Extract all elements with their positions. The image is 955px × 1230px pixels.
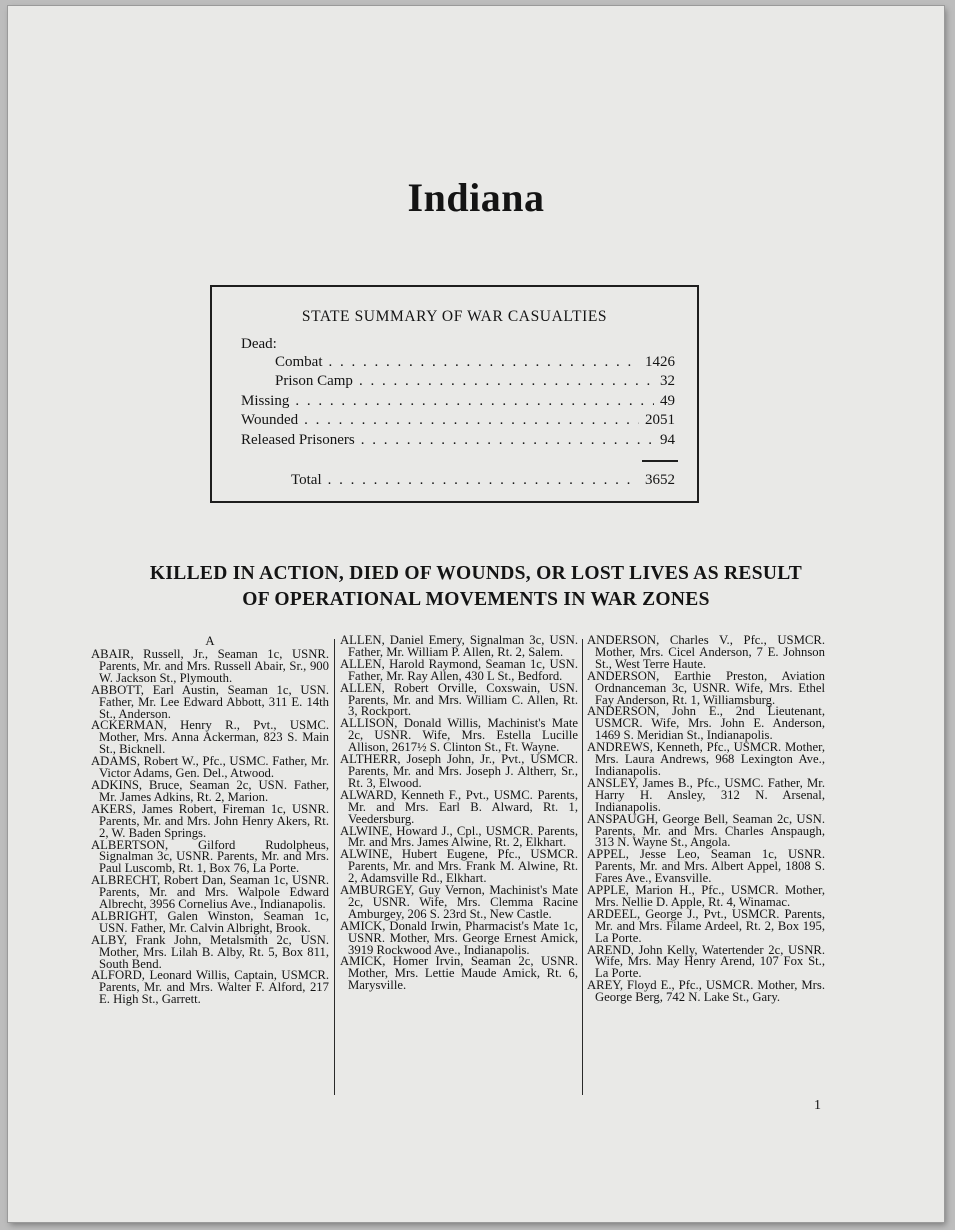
leader-dots xyxy=(295,392,654,411)
list-item: ADAMS, Robert W., Pfc., USMC. Father, Mr. Victor Adams, Gen. Del., Atwood. xyxy=(91,754,329,781)
list-item: ADKINS, Bruce, Seaman 2c, USN. Father, Mr. James Adkins, Rt. 2, Marion. xyxy=(91,777,329,804)
list-item: ALBY, Frank John, Metalsmith 2c, USN. Mother, Mrs. Lilah B. Alby, Rt. 5, Box 811, South Bend. xyxy=(91,932,329,971)
summary-row-wounded xyxy=(241,411,675,430)
summary-row-prison-camp xyxy=(275,372,675,391)
list-item: ALWINE, Howard J., Cpl., USMCR. Parents, Mr. and Mrs. James Alwine, Rt. 2, Elkhart. xyxy=(340,823,578,850)
list-item: ANSLEY, James B., Pfc., USMC. Father, Mr. Harry H. Ansley, 312 N. Arsenal, Indianapolis. xyxy=(587,775,825,814)
section-heading-line-1: KILLED IN ACTION, DIED OF WOUNDS, OR LOST LIVES AS RESULT xyxy=(149,563,803,584)
leader-dots xyxy=(359,372,654,391)
list-item: ALWINE, Hubert Eugene, Pfc., USMCR. Parents, Mr. and Mrs. Frank M. Alwine, Rt. 2, Adamsville Rd., Elkhart. xyxy=(340,847,578,886)
list-item: ALTHERR, Joseph John, Jr., Pvt., USMCR. Parents, Mr. and Mrs. Joseph J. Altherr, Sr., Rt. 3, Elwood. xyxy=(340,752,578,790)
column-divider xyxy=(582,639,583,1095)
list-item: ALLEN, Daniel Emery, Signalman 3c, USN. Father, Mr. William P. Allen, Rt. 2, Salem. xyxy=(340,633,578,659)
list-item: ALFORD, Leonard Willis, Captain, USMCR. Parents, Mr. and Mrs. Walter F. Alford, 217 E. High St., Garrett. xyxy=(91,968,329,1007)
column-divider xyxy=(334,639,335,1095)
summary-total-value: 3652 xyxy=(645,472,675,488)
list-item: ANSPAUGH, George Bell, Seaman 2c, USN. Parents, Mr. and Mrs. Charles Anspaugh, 313 N. Wayne St., Angola. xyxy=(587,811,825,850)
summary-value: 2051 xyxy=(645,412,675,428)
list-item: APPLE, Marion H., Pfc., USMCR. Mother, Mrs. Nellie D. Apple, Rt. 4, Winamac. xyxy=(587,883,825,909)
list-item: ANDERSON, Charles V., Pfc., USMCR. Mother, Mrs. Cicel Anderson, 7 E. Johnson St., West Terre Haute. xyxy=(587,633,825,671)
summary-label: Released Prisoners xyxy=(241,432,355,448)
list-item: ABAIR, Russell, Jr., Seaman 1c, USNR. Parents, Mr. and Mrs. Russell Abair, Sr., 900 W. Jackson St., Plymouth. xyxy=(91,647,329,685)
summary-heading: STATE SUMMARY OF WAR CASUALTIES xyxy=(301,308,608,325)
summary-row-combat xyxy=(275,353,675,372)
summary-value: 94 xyxy=(660,432,675,448)
list-item: ALBRIGHT, Galen Winston, Seaman 1c, USN. Father, Mr. Calvin Albright, Brook. xyxy=(91,908,329,935)
summary-label: Wounded xyxy=(241,412,299,428)
leader-dots xyxy=(328,471,639,490)
list-item: ACKERMAN, Henry R., Pvt., USMC. Mother, Mrs. Anna Ackerman, 823 S. Main St., Bicknell. xyxy=(91,718,329,757)
summary-label: Missing xyxy=(241,393,290,409)
list-item: ARDEEL, George J., Pvt., USMCR. Parents, Mr. and Mrs. Filame Ardeel, Rt. 2, Box 195, La Porte. xyxy=(587,906,825,945)
summary-row-total xyxy=(291,471,675,490)
page-number: 1 xyxy=(814,1098,821,1113)
list-item: ABBOTT, Earl Austin, Seaman 1c, USN. Father, Mr. Lee Edward Abbott, 311 E. 14th St., Anderson. xyxy=(91,682,329,721)
list-item: AREY, Floyd E., Pfc., USMCR. Mother, Mrs. George Berg, 742 N. Lake St., Gary. xyxy=(587,978,825,1005)
list-item: ANDERSON, Earthie Preston, Aviation Ordnanceman 3c, USNR. Wife, Mrs. Ethel Fay Anderson, Rt. 1, Williamsburg. xyxy=(587,668,825,707)
leader-dots xyxy=(361,431,654,450)
casualty-column-3 xyxy=(587,635,825,1004)
leader-dots xyxy=(329,353,640,372)
list-item: AMICK, Donald Irwin, Pharmacist's Mate 1c, USNR. Mother, Mrs. George Ernest Amick, 3919 Rockwood Ave., Indianapolis. xyxy=(340,918,578,957)
casualty-summary-box xyxy=(210,285,699,503)
summary-label: Prison Camp xyxy=(275,373,353,389)
summary-total-label: Total xyxy=(291,472,322,488)
list-item: AMBURGEY, Guy Vernon, Machinist's Mate 2c, USNR. Wife, Mrs. Clemma Racine Amburgey, 206 S. 23rd St., New Castle. xyxy=(340,883,578,921)
list-item: ALLISON, Donald Willis, Machinist's Mate 2c, USNR. Wife, Mrs. Estella Lucille Allison, 2617½ S. Clinton St., Ft. Wayne. xyxy=(340,716,578,755)
casualty-column-1 xyxy=(91,635,329,1006)
summary-value: 32 xyxy=(660,373,675,389)
list-item: AMICK, Homer Irvin, Seaman 2c, USNR. Mother, Mrs. Lettie Maude Amick, Rt. 6, Marysville. xyxy=(340,954,578,993)
section-heading-line-2: OF OPERATIONAL MOVEMENTS IN WAR ZONES xyxy=(242,589,710,610)
casualty-column-2 xyxy=(340,635,578,992)
list-item: ANDREWS, Kenneth, Pfc., USMCR. Mother, Mrs. Laura Andrews, 968 Lexington Ave., Indianapolis. xyxy=(587,740,825,778)
alphabet-letter-heading: A xyxy=(205,634,215,648)
summary-label: Combat xyxy=(275,354,323,370)
list-item: AKERS, James Robert, Fireman 1c, USNR. Parents, Mr. and Mrs. John Henry Akers, Rt. 2, W. Baden Springs. xyxy=(91,801,329,840)
list-item: ALLEN, Robert Orville, Coxswain, USN. Parents, Mr. and Mrs. William C. Allen, Rt. 3, Rockport. xyxy=(340,680,578,719)
list-item: ANDERSON, John E., 2nd Lieutenant, USMCR. Wife, Mrs. John E. Anderson, 1469 S. Meridian St., Indianapolis. xyxy=(587,704,825,743)
page-title: Indiana xyxy=(407,175,545,220)
list-item: AREND, John Kelly, Watertender 2c, USNR. Wife, Mrs. May Henry Arend, 107 Fox St., La Porte. xyxy=(587,942,825,981)
total-rule xyxy=(642,460,678,462)
summary-row-missing xyxy=(241,392,675,411)
summary-value: 1426 xyxy=(645,354,675,370)
dead-label: Dead: xyxy=(241,336,277,352)
summary-value: 49 xyxy=(660,393,675,409)
list-item: APPEL, Jesse Leo, Seaman 1c, USNR. Parents, Mr. and Mrs. Albert Appel, 1808 S. Fares Ave., Evansville. xyxy=(587,847,825,886)
list-item: ALBERTSON, Gilford Rudolpheus, Signalman 3c, USNR. Parents, Mr. and Mrs. Paul Luscomb, Rt. 1, Box 76, La Porte. xyxy=(91,837,329,876)
list-item: ALBRECHT, Robert Dan, Seaman 1c, USNR. Parents, Mr. and Mrs. Walpole Edward Albrecht, 3956 Cornelius Ave., Indianapolis. xyxy=(91,873,329,912)
summary-row-released-prisoners xyxy=(241,431,675,450)
section-heading xyxy=(68,561,884,613)
list-item: ALLEN, Harold Raymond, Seaman 1c, USN. Father, Mr. Ray Allen, 430 L St., Bedford. xyxy=(340,656,578,683)
document-page xyxy=(8,6,944,1222)
leader-dots xyxy=(304,411,639,430)
list-item: ALWARD, Kenneth F., Pvt., USMC. Parents, Mr. and Mrs. Earl B. Alward, Rt. 1, Veedersburg. xyxy=(340,787,578,826)
